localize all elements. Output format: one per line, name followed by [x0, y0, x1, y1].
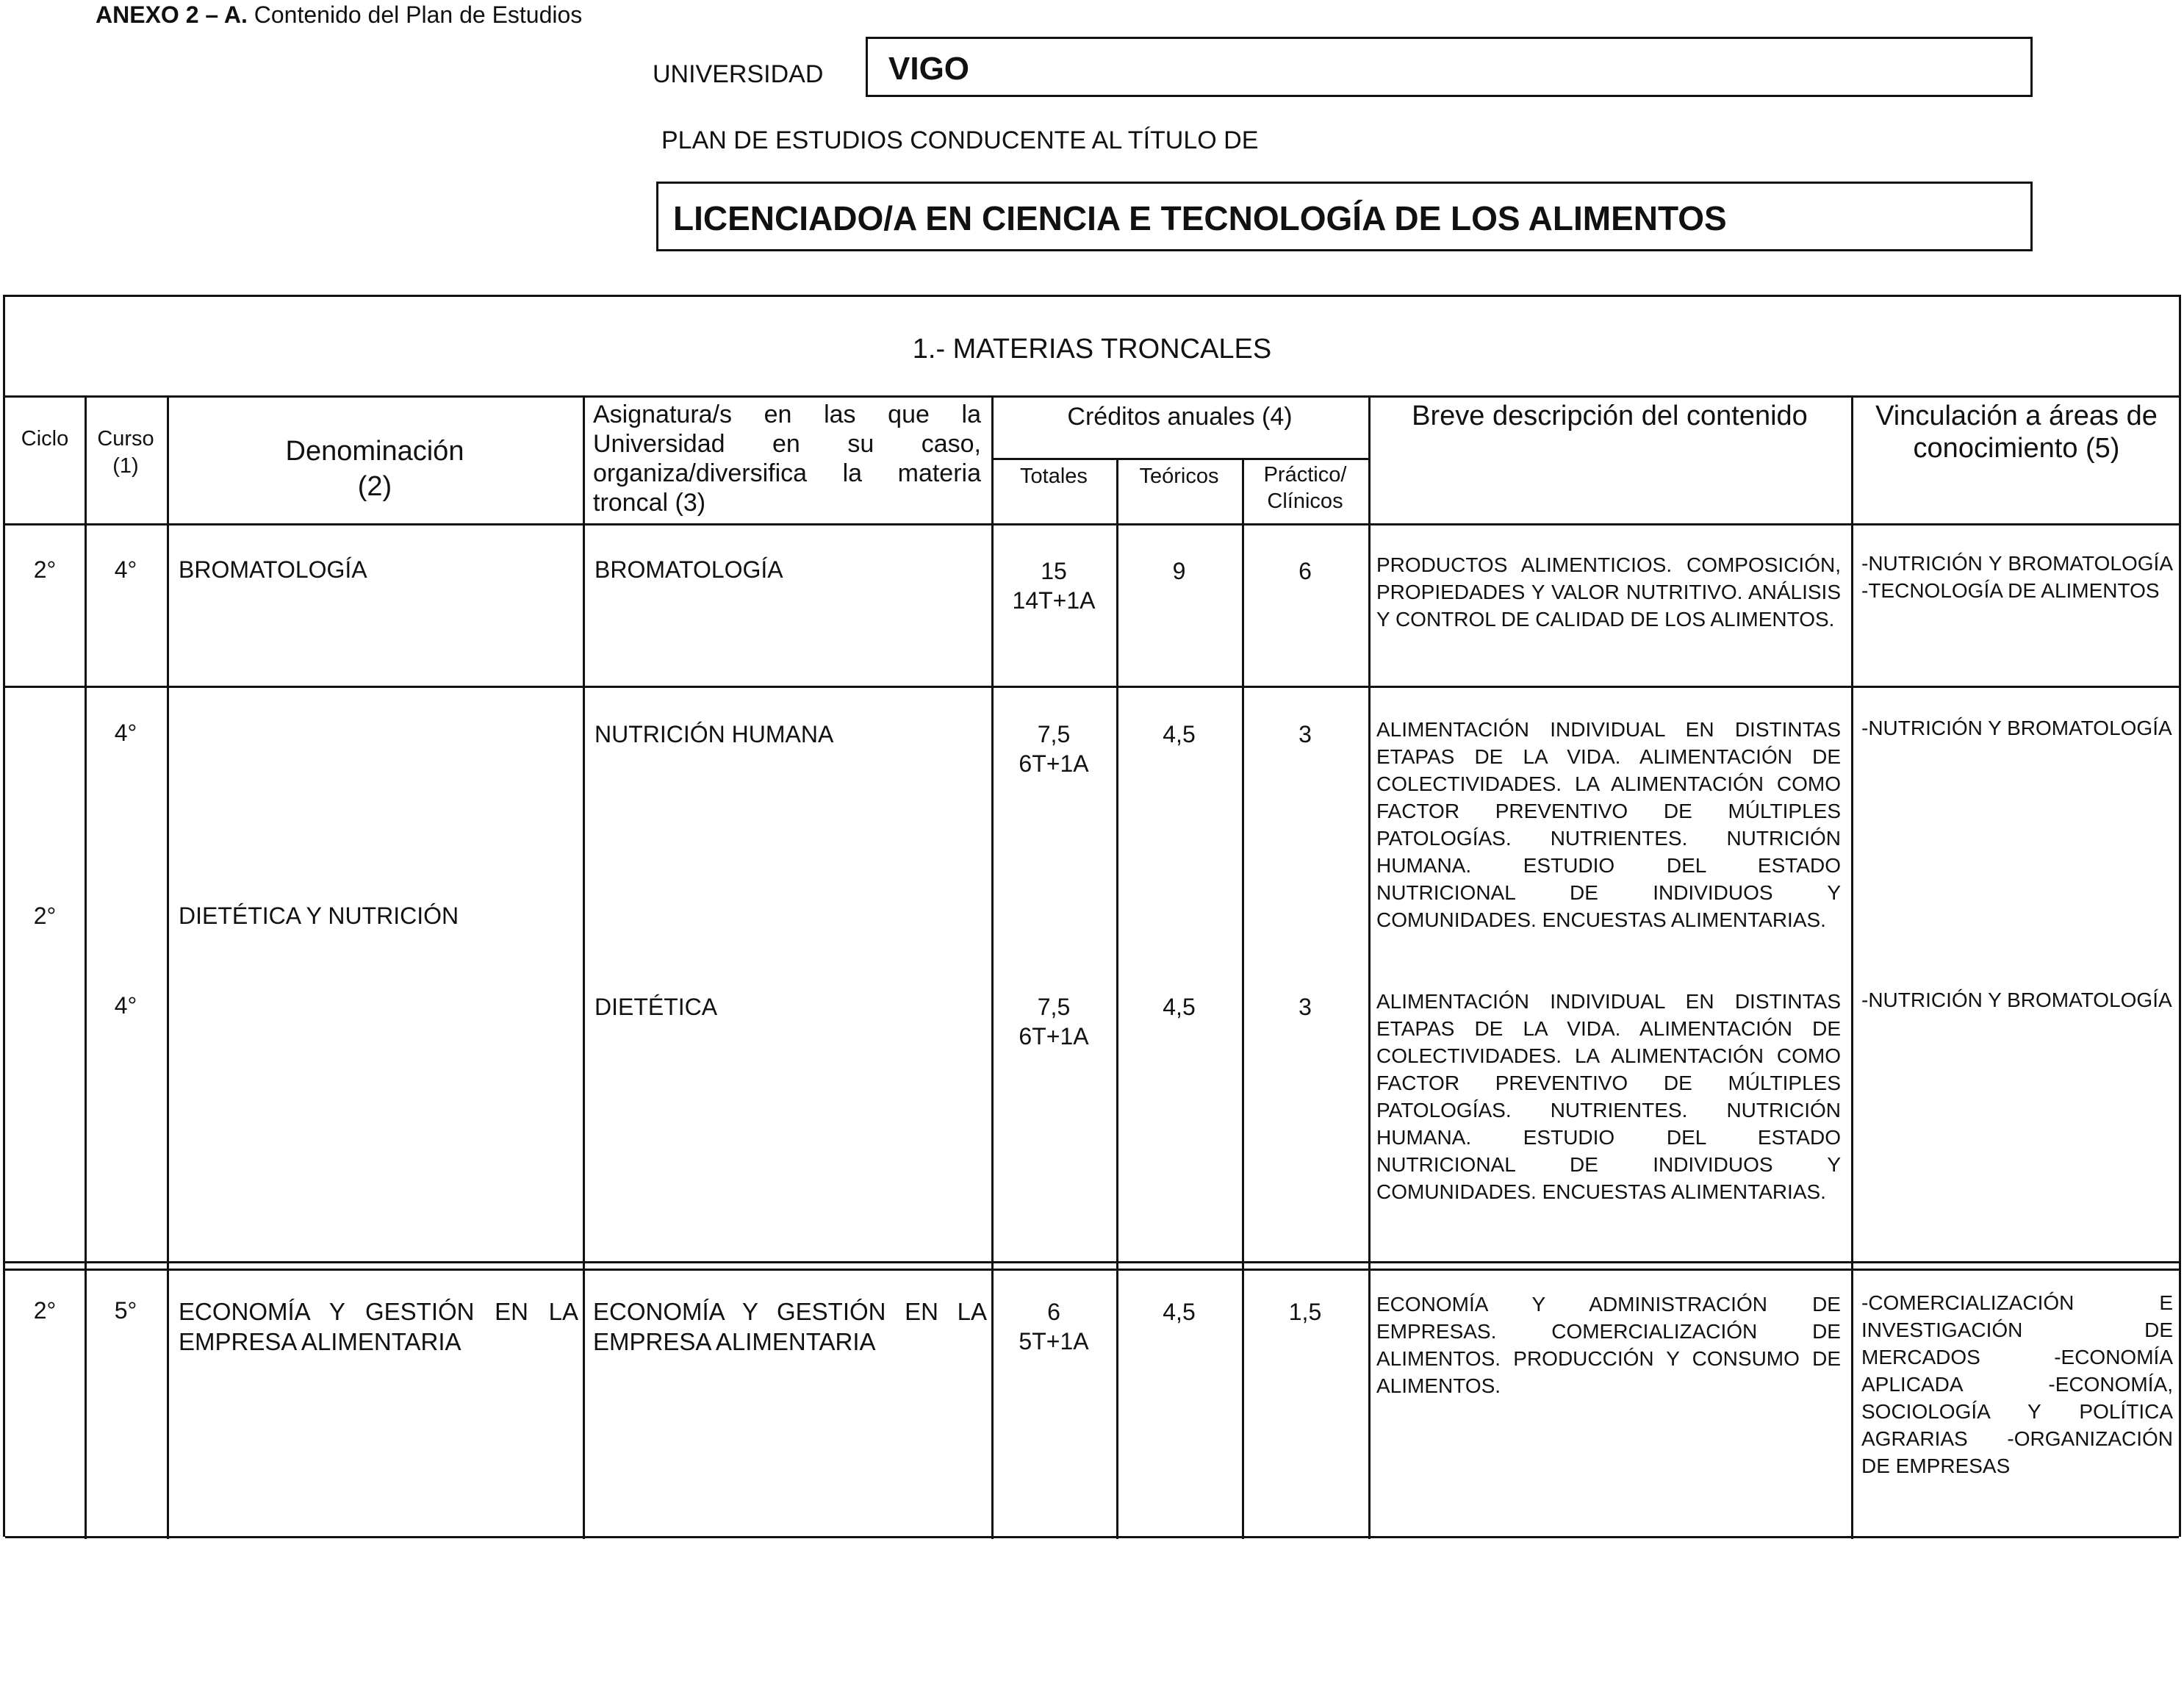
row1-denominacion: BROMATOLOGÍA — [179, 556, 367, 583]
row2b-curso: 4° — [114, 992, 137, 1019]
row3-totales-detail: 5T+1A — [1019, 1328, 1089, 1355]
row1-vinculacion: -NUTRICIÓN Y BROMATOLOGÍA -TECNOLOGÍA DE ALIMENTOS — [1861, 552, 2173, 602]
header-vinculacion: Vinculación a áreas de conocimiento (5) — [1875, 401, 2158, 464]
row2a-descripcion: ALIMENTACIÓN INDIVIDUAL EN DISTINTAS ETAPAS DE LA VIDA. ALIMENTACIÓN DE COLECTIVIDADES. LA ALIMENTACIÓN COMO FACTOR PREVENTIVO DE MÚLTIPLES PATOLOGÍAS. NUTRIENTES. NUTRICIÓN HUMANA. ESTUDIO DEL ESTADO NUTRICIONAL DE INDIVIDUOS Y COMUNIDADES. ENCUESTAS ALIMENTARIAS. — [1376, 718, 1841, 931]
row3-teoricos: 4,5 — [1163, 1299, 1196, 1325]
subjects-table — [3, 295, 2181, 1537]
header-breve-descripcion: Breve descripción del contenido — [1412, 401, 1808, 431]
row2b-teoricos: 4,5 — [1163, 994, 1196, 1020]
row2b-totales-detail: 6T+1A — [1019, 1023, 1089, 1050]
row1-asignatura: BROMATOLOGÍA — [595, 556, 783, 583]
row1-practicos: 6 — [1298, 558, 1312, 584]
row2-denominacion: DIETÉTICA Y NUTRICIÓN — [179, 903, 459, 929]
row2a-totales-detail: 6T+1A — [1019, 750, 1089, 777]
annex-subtitle: Contenido del Plan de Estudios — [254, 1, 583, 28]
row1-totales-detail: 14T+1A — [1012, 587, 1096, 614]
header-denominacion: Denominación — [285, 436, 464, 467]
degree-title: LICENCIADO/A EN CIENCIA E TECNOLOGÍA DE LOS ALIMENTOS — [673, 199, 1727, 237]
row1-curso: 4° — [114, 556, 137, 583]
rule-col-curso — [167, 395, 169, 1539]
row2b-totales: 7,5 — [1037, 994, 1071, 1020]
row1-teoricos: 9 — [1172, 558, 1186, 584]
degree-title-box — [656, 182, 2033, 251]
section-title: 1.- MATERIAS TRONCALES — [912, 334, 1272, 365]
row3-vinculacion: -COMERCIALIZACIÓN E INVESTIGACIÓN DE MERCADOS -ECONOMÍA APLICADA -ECONOMÍA, SOCIOLOGÍA Y POLÍTICA AGRARIAS -ORGANIZACIÓN DE EMPRESAS — [1861, 1291, 2173, 1477]
header-curso: Curso — [97, 427, 154, 451]
row2a-asignatura: NUTRICIÓN HUMANA — [595, 721, 834, 747]
row2a-curso: 4° — [114, 720, 137, 746]
plan-label: PLAN DE ESTUDIOS CONDUCENTE AL TÍTULO DE — [661, 126, 1259, 154]
university-label: UNIVERSIDAD — [653, 60, 824, 88]
row3-asignatura: ECONOMÍA Y GESTIÓN EN LA EMPRESA ALIMENTARIA — [593, 1298, 987, 1355]
row2a-practicos: 3 — [1298, 721, 1312, 747]
row1-ciclo: 2° — [33, 556, 57, 583]
row1-descripcion: PRODUCTOS ALIMENTICIOS. COMPOSICIÓN, PROPIEDADES Y VALOR NUTRITIVO. ANÁLISIS Y CONTROL DE CALIDAD DE LOS ALIMENTOS. — [1376, 553, 1841, 631]
row3-curso: 5° — [114, 1297, 137, 1324]
header-practicos: Práctico/ Clínicos — [1263, 463, 1347, 513]
row2b-descripcion: ALIMENTACIÓN INDIVIDUAL EN DISTINTAS ETAPAS DE LA VIDA. ALIMENTACIÓN DE COLECTIVIDADES. LA ALIMENTACIÓN COMO FACTOR PREVENTIVO DE MÚLTIPLES PATOLOGÍAS. NUTRIENTES. NUTRICIÓN HUMANA. ESTUDIO DEL ESTADO NUTRICIONAL DE INDIVIDUOS Y COMUNIDADES. ENCUESTAS ALIMENTARIAS. — [1376, 990, 1841, 1203]
header-ciclo: Ciclo — [21, 427, 69, 451]
rule-col-practicos — [1368, 395, 1371, 1539]
university-box — [866, 37, 2033, 97]
row2a-totales: 7,5 — [1037, 721, 1071, 747]
row3-ciclo: 2° — [33, 1297, 57, 1324]
row3-totales: 6 — [1047, 1299, 1060, 1325]
row2b-vinculacion: -NUTRICIÓN Y BROMATOLOGÍA — [1861, 989, 2172, 1011]
annex-heading — [96, 1, 582, 29]
row2a-vinculacion: -NUTRICIÓN Y BROMATOLOGÍA — [1861, 717, 2172, 739]
header-creditos: Créditos anuales (4) — [1067, 403, 1293, 431]
header-asignatura: Asignatura/s en las que la Universidad en su caso, organiza/diversifica la materia troncal (3) — [593, 401, 981, 517]
row2b-practicos: 3 — [1298, 994, 1312, 1020]
header-teoricos: Teóricos — [1139, 464, 1219, 488]
row2-ciclo: 2° — [33, 903, 57, 929]
header-totales: Totales — [1020, 464, 1088, 488]
university-value: VIGO — [888, 51, 970, 87]
rule-col-descripcion — [1851, 395, 1853, 1539]
row1-totales: 15 — [1041, 558, 1067, 584]
header-denominacion-note: (2) — [357, 471, 392, 502]
row3-descripcion: ECONOMÍA Y ADMINISTRACIÓN DE EMPRESAS. COMERCIALIZACIÓN DE ALIMENTOS. PRODUCCIÓN Y CONSUMO DE ALIMENTOS. — [1376, 1293, 1841, 1397]
row3-practicos: 1,5 — [1288, 1299, 1322, 1325]
header-curso-note: (1) — [112, 454, 139, 478]
rule-credits-subheader — [991, 458, 1368, 460]
row2a-teoricos: 4,5 — [1163, 721, 1196, 747]
annex-number: ANEXO 2 – A. — [96, 1, 248, 28]
row2b-asignatura: DIETÉTICA — [595, 994, 718, 1020]
row3-denominacion: ECONOMÍA Y GESTIÓN EN LA EMPRESA ALIMENTARIA — [179, 1298, 578, 1355]
rule-col-denominacion — [583, 395, 585, 1539]
